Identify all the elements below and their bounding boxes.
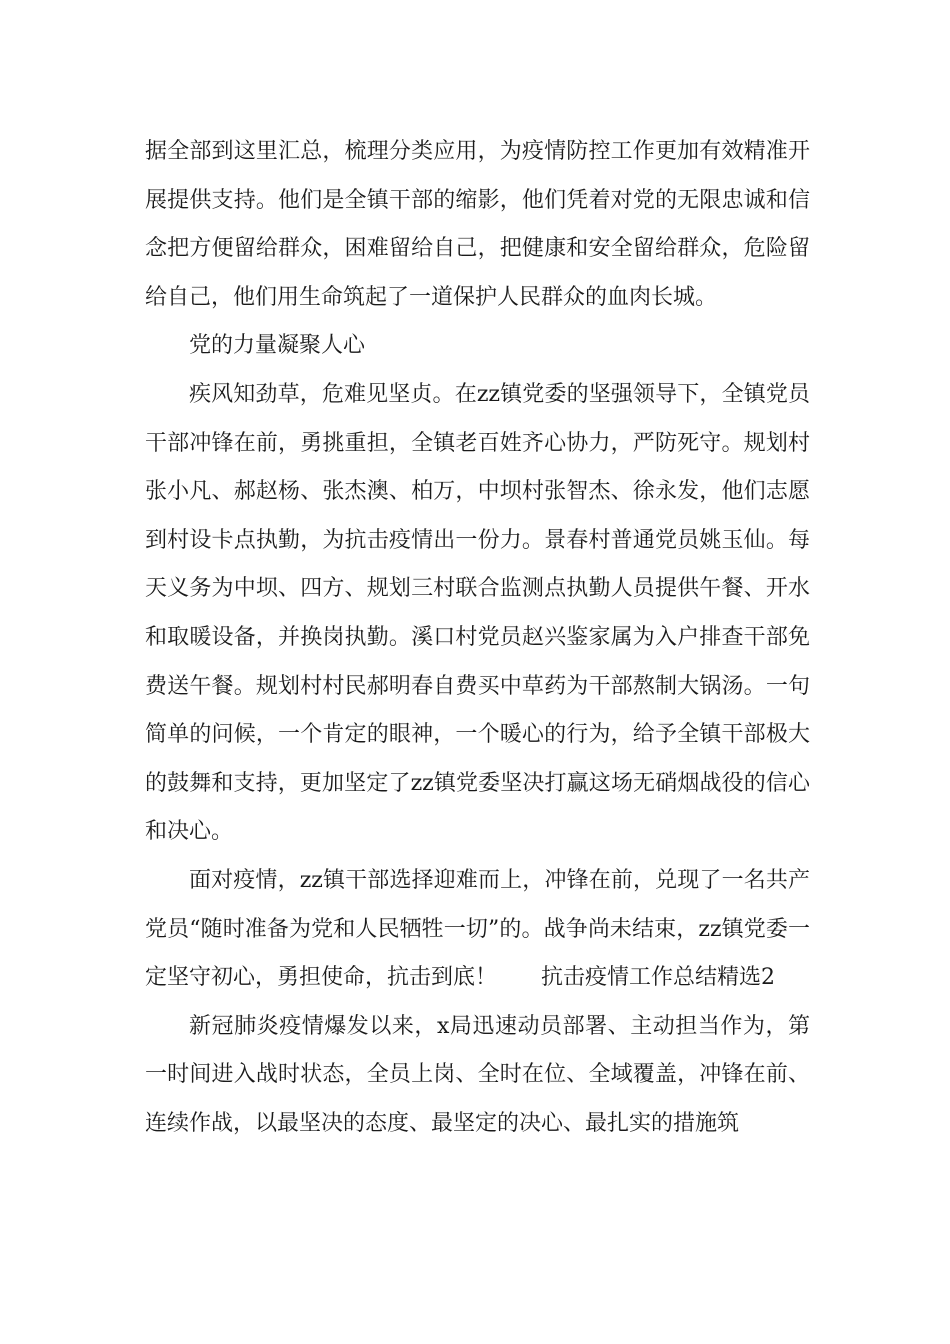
section-heading: 党的力量凝聚人心 — [189, 333, 366, 359]
paragraph-party-strength: 疾风知劲草，危难见坚贞。在zz镇党委的坚强领导下，全镇党员干部冲锋在前，勇挑重担，全镇老百姓齐心协力，严防死守。规划村张小凡、郝赵杨、张杰澳、柏万，中坝村张智杰、徐永发，他们志愿到村设卡点执勤，为抗击疫情出一份力。景春村普通党员姚玉仙。每天义务为中坝、四方、规划三村联合监测点执勤人员提供午餐、开水和取暖设备，并换岗执勤。溪口村党员赵兴鉴家属为入户排查干部免费送午餐。规划村村民郝明春自费买中草药为干部熬制大锅汤。一句简单的问候，一个肯定的眼神，一个暖心的行为，给予全镇干部极大的鼓舞和支持，更加坚定了zz镇党委坚决打赢这场无硝烟战役的信心和决心。 — [145, 381, 810, 845]
paragraph-facing-epidemic: 面对疫情，zz镇干部选择迎难而上，冲锋在前，兑现了一名共产党员“随时准备为党和人民牺牲一切”的。战争尚未结束，zz镇党委一定坚守初心，勇担使命，抗击到底！ 抗击疫情工作总结精选2 — [145, 867, 810, 991]
paragraph-summary-2: 新冠肺炎疫情爆发以来，x局迅速动员部署、主动担当作为，第一时间进入战时状态，全员上岗、全时在位、全域覆盖，冲锋在前、连续作战，以最坚决的态度、最坚定的决心、最扎实的措施筑 — [145, 1013, 810, 1136]
document-body — [145, 128, 810, 1148]
paragraph-continuation: 据全部到这里汇总，梳理分类应用，为疫情防控工作更加有效精准开展提供支持。他们是全镇干部的缩影，他们凭着对党的无限忠诚和信念把方便留给群众，困难留给自己，把健康和安全留给群众，危险留给自己，他们用生命筑起了一道保护人民群众的血肉长城。 — [145, 139, 810, 310]
